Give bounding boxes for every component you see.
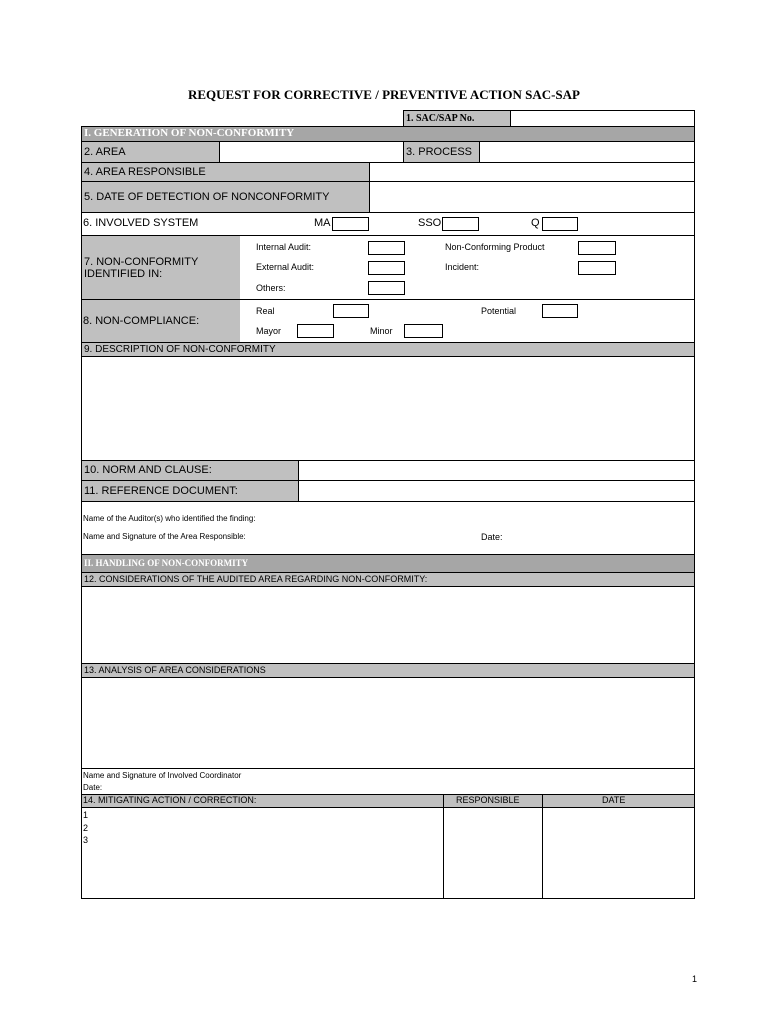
identified-in-label-line1: 7. NON-CONFORMITY bbox=[84, 256, 199, 268]
incident-checkbox[interactable] bbox=[578, 261, 616, 275]
reference-doc-label: 11. REFERENCE DOCUMENT: bbox=[84, 485, 238, 497]
considerations-label: 12. CONSIDERATIONS OF THE AUDITED AREA REGARDING NON-CONFORMITY: bbox=[84, 574, 428, 584]
external-audit-label: External Audit: bbox=[256, 262, 315, 272]
sac-no-label-cell bbox=[403, 110, 511, 127]
q-checkbox[interactable] bbox=[542, 217, 578, 231]
area-responsible-field[interactable] bbox=[369, 162, 695, 182]
page-number: 1 bbox=[692, 974, 698, 984]
ma-label: MA bbox=[314, 217, 331, 229]
column-divider bbox=[443, 794, 444, 899]
mitigating-label: 14. MITIGATING ACTION / CORRECTION: bbox=[83, 795, 257, 805]
area-resp-signature-label: Name and Signature of the Area Responsible: bbox=[83, 532, 246, 541]
real-checkbox[interactable] bbox=[333, 304, 369, 318]
area-field[interactable] bbox=[219, 141, 404, 163]
area-label: 2. AREA bbox=[84, 146, 126, 158]
area-responsible-label: 4. AREA RESPONSIBLE bbox=[84, 166, 206, 178]
analysis-header bbox=[81, 663, 695, 678]
others-label: Others: bbox=[256, 283, 286, 293]
considerations-header bbox=[81, 572, 695, 587]
date-detection-label-cell bbox=[81, 181, 370, 213]
sso-label: SSO bbox=[418, 217, 442, 229]
potential-label: Potential bbox=[481, 306, 517, 316]
coordinator-date-label: Date: bbox=[83, 783, 103, 792]
sso-checkbox[interactable] bbox=[442, 217, 479, 231]
identified-in-label-cell bbox=[81, 235, 240, 300]
norm-clause-label-cell bbox=[81, 460, 299, 481]
mayor-label: Mayor bbox=[256, 326, 282, 336]
section-2-title: II. HANDLING OF NON-CONFORMITY bbox=[84, 558, 249, 568]
nonconforming-product-label: Non-Conforming Product bbox=[445, 242, 545, 252]
section-2-header bbox=[81, 554, 695, 573]
real-label: Real bbox=[256, 306, 275, 316]
date-label: Date: bbox=[481, 532, 503, 542]
area-responsible-label-cell bbox=[81, 162, 370, 182]
form-title: REQUEST FOR CORRECTIVE / PREVENTIVE ACTION SAC-SAP bbox=[188, 87, 580, 102]
process-label: 3. PROCESS bbox=[406, 146, 473, 158]
coordinator-signature-label: Name and Signature of Involved Coordinator bbox=[83, 771, 242, 780]
mitigating-table-body bbox=[81, 807, 695, 899]
involved-system-label: 6. INVOLVED SYSTEM bbox=[83, 217, 199, 229]
sac-no-field[interactable] bbox=[510, 110, 695, 127]
minor-checkbox[interactable] bbox=[404, 324, 443, 338]
mitigating-row-number: 3 bbox=[83, 835, 89, 845]
norm-clause-field[interactable] bbox=[298, 460, 695, 481]
mitigating-row-number: 2 bbox=[83, 823, 89, 833]
norm-clause-label: 10. NORM AND CLAUSE: bbox=[84, 464, 212, 476]
ma-checkbox[interactable] bbox=[332, 217, 369, 231]
others-checkbox[interactable] bbox=[368, 281, 405, 295]
considerations-field[interactable] bbox=[81, 586, 695, 664]
mitigating-row-number: 1 bbox=[83, 810, 89, 820]
section-1-header bbox=[81, 126, 695, 142]
process-label-cell bbox=[403, 141, 480, 163]
nonconforming-product-checkbox[interactable] bbox=[578, 241, 616, 255]
description-field[interactable] bbox=[81, 356, 695, 461]
process-field[interactable] bbox=[479, 141, 695, 163]
identified-in-label-line2: IDENTIFIED IN: bbox=[84, 268, 163, 280]
description-label: 9. DESCRIPTION OF NON-CONFORMITY bbox=[84, 344, 276, 355]
description-header bbox=[81, 342, 695, 357]
incident-label: Incident: bbox=[445, 262, 480, 272]
date-detection-label: 5. DATE OF DETECTION OF NONCONFORMITY bbox=[84, 191, 330, 203]
auditor-signature-block bbox=[81, 501, 695, 555]
potential-checkbox[interactable] bbox=[542, 304, 578, 318]
responsible-column-header: RESPONSIBLE bbox=[456, 795, 520, 805]
area-label-cell bbox=[81, 141, 220, 163]
minor-label: Minor bbox=[370, 326, 393, 336]
analysis-label: 13. ANALYSIS OF AREA CONSIDERATIONS bbox=[84, 665, 266, 675]
section-1-title: I. GENERATION OF NON-CONFORMITY bbox=[84, 127, 295, 139]
internal-audit-checkbox[interactable] bbox=[368, 241, 405, 255]
auditor-names-label: Name of the Auditor(s) who identified the finding: bbox=[83, 514, 256, 523]
reference-doc-label-cell bbox=[81, 480, 299, 502]
analysis-field[interactable] bbox=[81, 677, 695, 769]
internal-audit-label: Internal Audit: bbox=[256, 242, 312, 252]
date-column-header: DATE bbox=[602, 795, 626, 805]
reference-doc-field[interactable] bbox=[298, 480, 695, 502]
date-detection-field[interactable] bbox=[369, 181, 695, 213]
q-label: Q bbox=[531, 217, 540, 229]
external-audit-checkbox[interactable] bbox=[368, 261, 405, 275]
mayor-checkbox[interactable] bbox=[297, 324, 334, 338]
column-divider bbox=[542, 794, 543, 899]
non-compliance-label: 8. NON-COMPLIANCE: bbox=[83, 315, 200, 327]
sac-no-label: 1. SAC/SAP No. bbox=[406, 113, 475, 124]
